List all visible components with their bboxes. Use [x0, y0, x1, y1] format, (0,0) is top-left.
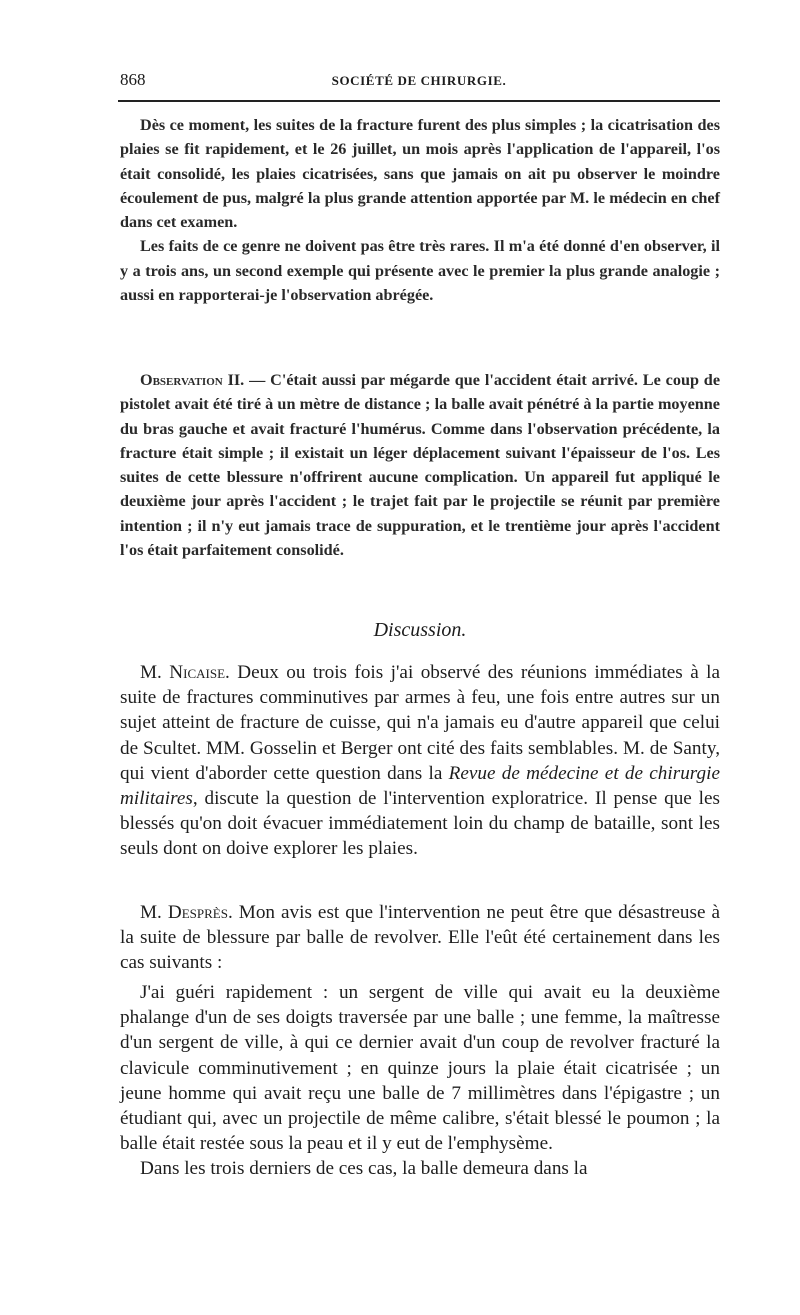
speaker-despres: M. Desprès.: [140, 902, 233, 923]
discussion-heading: Discussion.: [373, 619, 467, 641]
despres-text: Mon avis est que l'intervention ne peut être que désastreuse à la suite de blessure par balle de revolver. Elle l'eût été certainement dans les cas suivants :: [120, 902, 720, 974]
page-header: [118, 70, 720, 94]
header-rule: [118, 100, 720, 102]
closing-paragraphs: [120, 113, 720, 307]
nicaise-remarks: [120, 660, 720, 862]
speaker-nicaise: M. Nicaise.: [140, 662, 230, 683]
paragraph-last-cases: Dans les trois derniers de ces cas, la balle demeura dans la: [140, 1158, 588, 1180]
observation-paragraph: [120, 368, 720, 562]
case-list: [120, 980, 720, 1182]
observation-ii: [120, 368, 720, 562]
despres-remarks: [120, 900, 720, 976]
observation-text: — C'était aussi par mégarde que l'accident était arrivé. Le coup de pistolet avait été tiré à un mètre de distance ; la balle avait pénétré à la partie moyenne du bras gauche et avait fracturé l'humérus. Comme dans l'observation précédente, la fracture était simple ; il existait un léger déplacement suivant l'épaisseur de l'os. Les suites de cette blessure n'offrirent aucune complication. Un appareil fut appliqué le deuxième jour après l'accident ; le trajet fait par le projectile se réunit par première intention ; il n'y eut jamais trace de suppuration, et le trentième jour après l'accident l'os était parfaitement consolidé.: [120, 371, 720, 560]
running-head: SOCIÉTÉ DE CHIRURGIE.: [331, 73, 507, 88]
nicaise-text-b: , discute la question de l'intervention exploratrice. Il pense que les blessés qu'on doit évacuer immédiatement loin du champ de bataille, sont les seuls dont on doive explorer les plaies.: [120, 788, 720, 860]
nicaise-text-a: Deux ou trois fois j'ai observé des réunions immédiates à la suite de fractures comminutives par armes à feu, une fois entre autres sur un sujet atteint de fracture de cuisse, qui n'a jamais eu d'autre appareil que celui de Scultet. MM. Gosselin et Berger ont cité des faits semblables. M. de Santy, qui vient d'aborder cette question dans la: [120, 662, 721, 784]
observation-label: Observation II.: [140, 371, 245, 389]
paragraph-consolidation: Dès ce moment, les suites de la fracture furent des plus simples ; la cicatrisation des plaies se fit rapidement, et le 26 juillet, un mois après l'application de l'appareil, l'os était consolidé, les plaies cicatrisées, sans que jamais on ait pu observer le moindre écoulement de pus, malgré la plus grande attention apportée par M. le médecin en chef dans cet examen.: [120, 116, 720, 232]
nicaise-paragraph: [120, 660, 720, 862]
despres-paragraph: [120, 900, 720, 976]
page-number: 868: [120, 70, 146, 89]
paragraph-cases: J'ai guéri rapidement : un sergent de ville qui avait eu la deuxième phalange d'un de ses doigts traversée par une balle ; une femme, la maîtresse d'un sergent de ville, à qui ce dernier avait d'un coup de revolver fracturé la clavicule comminutivement ; en quinze jours la plaie était cicatrisée ; un jeune homme qui avait reçu une balle de 7 millimètres dans l'épigastre ; un étudiant qui, avec un projectile de même calibre, s'était blessé le poumon ; la balle était restée sous la peau et il y eut de l'emphysème.: [120, 982, 720, 1155]
journal-title: Revue de médecine et de chirurgie militaires: [120, 762, 720, 810]
paragraph-second-example: Les faits de ce genre ne doivent pas être très rares. Il m'a été donné d'en observer, il y a trois ans, un second exemple qui présente avec le premier la plus grande analogie ; aussi en rapporterai-je l'observation abrégée.: [120, 237, 720, 305]
